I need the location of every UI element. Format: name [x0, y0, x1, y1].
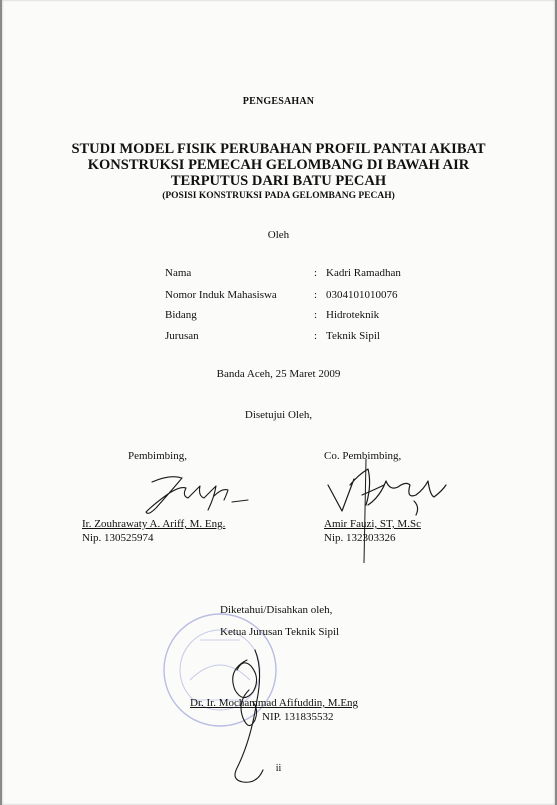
page-number: ii	[275, 763, 282, 774]
supervisor-name: Ir. Zouhrawaty A. Ariff, M. Eng.	[82, 518, 226, 530]
identity-label: Nama	[165, 267, 192, 279]
co-supervisor-signature	[320, 455, 460, 565]
supervisor-role: Pembimbing,	[128, 450, 187, 462]
head-nip: NIP. 131835532	[262, 711, 334, 723]
identity-separator: :	[314, 289, 318, 301]
document-page	[2, 0, 555, 805]
identity-label: Nomor Induk Mahasiswa	[165, 289, 277, 301]
co-supervisor-name: Amir Fauzi, ST, M.Sc	[324, 518, 421, 530]
by-label: Oleh	[267, 229, 290, 241]
identity-separator: :	[314, 267, 318, 279]
identity-value: 0304101010076	[326, 289, 398, 301]
identity-separator: :	[314, 309, 318, 321]
identity-label: Jurusan	[165, 330, 199, 342]
identity-value: Hidroteknik	[326, 309, 380, 321]
co-supervisor-nip: Nip. 132303326	[324, 532, 396, 544]
title-line-1: STUDI MODEL FISIK PERUBAHAN PROFIL PANTAI AKIBAT	[71, 141, 486, 157]
head-name: Dr. Ir. Mochammad Afifuddin, M.Eng	[190, 697, 359, 709]
supervisor-signature	[142, 468, 252, 518]
title-line-3: TERPUTUS DARI BATU PECAH	[170, 173, 387, 189]
acknowledged-by-label: Diketahui/Disahkan oleh,	[220, 604, 333, 616]
identity-value: Kadri Ramadhan	[326, 267, 401, 279]
identity-separator: :	[314, 330, 318, 342]
supervisor-nip: Nip. 130525974	[82, 532, 154, 544]
identity-value: Teknik Sipil	[326, 330, 380, 342]
approved-by-label: Disetujui Oleh,	[244, 409, 313, 421]
place-date: Banda Aceh, 25 Maret 2009	[216, 368, 341, 380]
title-subtitle: (POSISI KONSTRUKSI PADA GELOMBANG PECAH)	[162, 191, 395, 201]
title-line-2: KONSTRUKSI PEMECAH GELOMBANG DI BAWAH AIR	[87, 157, 470, 173]
co-supervisor-role: Co. Pembimbing,	[324, 450, 402, 462]
page-heading: PENGESAHAN	[242, 96, 315, 107]
identity-label: Bidang	[165, 309, 197, 321]
head-role: Ketua Jurusan Teknik Sipil	[220, 626, 340, 638]
